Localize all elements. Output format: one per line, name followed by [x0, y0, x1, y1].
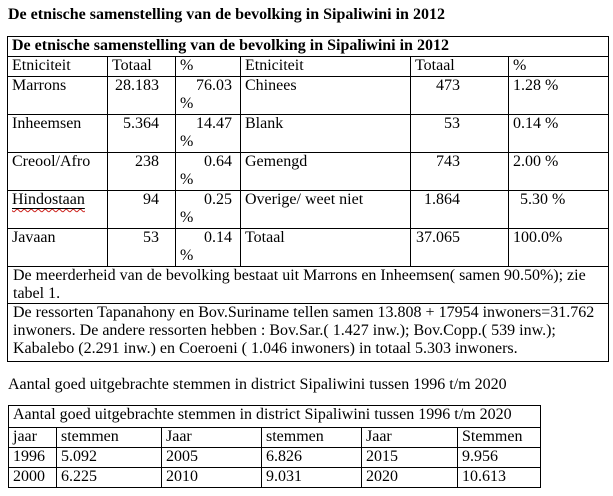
- cell-total: 238: [108, 153, 176, 191]
- cell-total: 53: [411, 115, 509, 153]
- percent-unit: %: [180, 133, 194, 150]
- cell-percent: [176, 153, 241, 191]
- cell-ethnicity: Overige/ weet niet: [241, 191, 411, 229]
- column-header-jaar-1: jaar: [9, 428, 57, 448]
- cell-total: 28.183: [108, 77, 176, 115]
- cell-ethnicity: [8, 191, 108, 229]
- cell-ethnicity: Inheemsen: [8, 115, 108, 153]
- column-header-stemmen-3: Stemmen: [458, 428, 541, 448]
- table-note: De ressorten Tapanahony en Bov.Suriname tellen samen 13.808 + 17954 inwoners=31.762 inwoners. De andere ressorten hebben : Bov.Sar.( 1.427 inw.); Bov.Copp.( 539 inw.); Kabalebo (2.291 inw.) en Coeroeni ( 1.046 inwoners) in totaal 5.303 inwoners.: [8, 304, 609, 362]
- column-header-percent-1: %: [176, 57, 241, 77]
- cell-votes: 6.225: [57, 468, 162, 488]
- cell-total: 473: [411, 77, 509, 115]
- table-caption: De etnische samenstelling van de bevolking in Sipaliwini in 2012: [8, 37, 609, 57]
- votes-table: [8, 405, 541, 488]
- section-heading: Aantal goed uitgebrachte stemmen in district Sipaliwini tussen 1996 t/m 2020: [8, 376, 507, 393]
- cell-year: 2015: [362, 448, 458, 468]
- percent-unit: %: [180, 209, 194, 226]
- table-caption: Aantal goed uitgebrachte stemmen in district Sipaliwini tussen 1996 t/m 2020: [9, 406, 541, 428]
- column-header-etniciteit-2: Etniciteit: [241, 57, 411, 77]
- cell-votes: 5.092: [57, 448, 162, 468]
- cell-total: 94: [108, 191, 176, 229]
- cell-ethnicity: Javaan: [8, 229, 108, 267]
- column-header-jaar-2: Jaar: [162, 428, 262, 448]
- cell-total: 1.864: [411, 191, 509, 229]
- column-header-totaal-2: Totaal: [411, 57, 509, 77]
- percent-unit: %: [180, 247, 194, 264]
- cell-total: 743: [411, 153, 509, 191]
- table-row: [8, 191, 609, 229]
- cell-votes: 9.031: [262, 468, 362, 488]
- cell-percent: 0.14 %: [509, 115, 609, 153]
- percent-unit: %: [180, 95, 194, 112]
- cell-percent: [176, 115, 241, 153]
- table-row: [8, 153, 609, 191]
- spellcheck-squiggle: [12, 191, 85, 208]
- cell-percent: [176, 77, 241, 115]
- document-title: De etnische samenstelling van de bevolking in Sipaliwini in 2012: [8, 6, 445, 23]
- percent-unit: %: [180, 171, 194, 188]
- cell-ethnicity: Chinees: [241, 77, 411, 115]
- cell-year: 2010: [162, 468, 262, 488]
- table-caption-row: [9, 406, 541, 428]
- cell-votes: 10.613: [458, 468, 541, 488]
- cell-ethnicity: Marrons: [8, 77, 108, 115]
- cell-year: 2000: [9, 468, 57, 488]
- table-row: [9, 468, 541, 488]
- table-row: [8, 229, 609, 267]
- column-header-jaar-3: Jaar: [362, 428, 458, 448]
- percent-value: 0.25: [204, 191, 232, 208]
- column-header-totaal-1: Totaal: [108, 57, 176, 77]
- percent-value: 76.03: [196, 77, 232, 94]
- cell-votes: 9.956: [458, 448, 541, 468]
- table-note: De meerderheid van de bevolking bestaat uit Marrons en Inheemsen( samen 90.50%); zie tabel 1.: [8, 267, 609, 304]
- table-header-row: [8, 57, 609, 77]
- percent-value: 0.14: [204, 229, 232, 246]
- cell-percent: 100.0%: [509, 229, 609, 267]
- column-header-stemmen-1: stemmen: [57, 428, 162, 448]
- table-row: [8, 77, 609, 115]
- cell-year: 1996: [9, 448, 57, 468]
- cell-ethnicity: Blank: [241, 115, 411, 153]
- cell-percent: 2.00 %: [509, 153, 609, 191]
- cell-total: 5.364: [108, 115, 176, 153]
- table-header-row: [9, 428, 541, 448]
- cell-percent: [176, 229, 241, 267]
- cell-year: 2020: [362, 468, 458, 488]
- cell-ethnicity: Gemengd: [241, 153, 411, 191]
- underlined-text: Hindostaan: [12, 191, 85, 208]
- ethnicity-table: [7, 36, 609, 362]
- table-row: [9, 448, 541, 468]
- column-header-stemmen-2: stemmen: [262, 428, 362, 448]
- cell-percent: [176, 191, 241, 229]
- table-caption-row: [8, 37, 609, 57]
- cell-percent: 1.28 %: [509, 77, 609, 115]
- cell-total: 37.065: [411, 229, 509, 267]
- cell-year: 2005: [162, 448, 262, 468]
- table-row: [8, 115, 609, 153]
- cell-votes: 6.826: [262, 448, 362, 468]
- percent-value: 14.47: [196, 115, 232, 132]
- cell-ethnicity: Creool/Afro: [8, 153, 108, 191]
- table-note-row: [8, 267, 609, 304]
- percent-value: 0.64: [204, 153, 232, 170]
- column-header-etniciteit-1: Etniciteit: [8, 57, 108, 77]
- cell-ethnicity: Totaal: [241, 229, 411, 267]
- cell-total: 53: [108, 229, 176, 267]
- column-header-percent-2: %: [509, 57, 609, 77]
- cell-percent: 5.30 %: [509, 191, 609, 229]
- table-note-row: [8, 304, 609, 362]
